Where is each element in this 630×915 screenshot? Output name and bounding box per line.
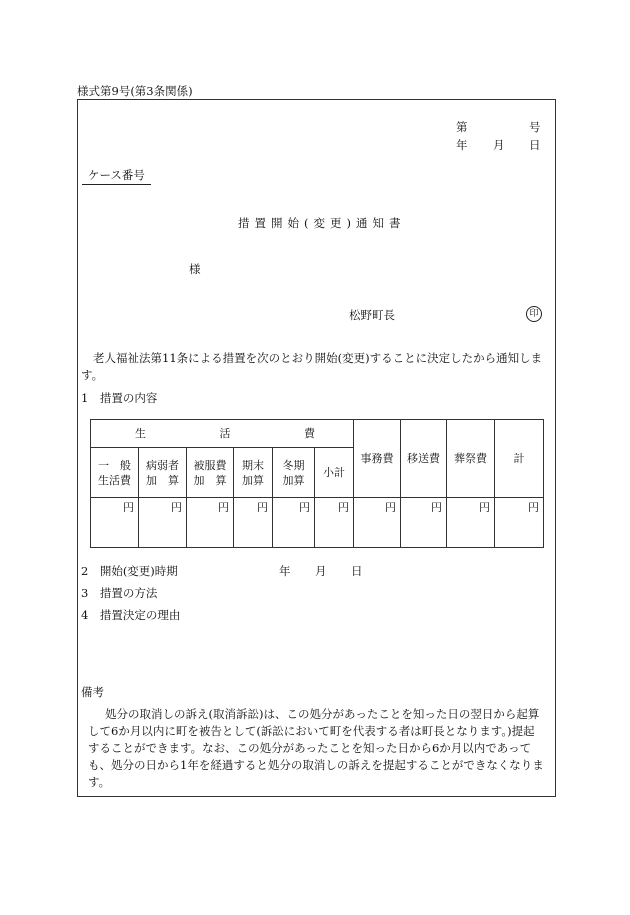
date-year: 年 (456, 138, 468, 152)
remarks-text: 処分の取消しの訴え(取消訴訟)は、この処分があったことを知った日の翌日から起算して6か月以内に町を被告として(訴訟において町を代表する者は町長となります。)提起することができます。なお、この処分があったことを知った日から6か月以内であっても、処分の日から1年を経過すると処分の取消しの訴えを提起することができなくなります。 (88, 707, 544, 789)
table-header-row (91, 420, 544, 448)
remarks-label: 備考 (81, 685, 104, 699)
notice-body-text: 老人福祉法第11条による措置を次のとおり開始(変更)することに決定したから通知します。 (81, 351, 543, 382)
header-funeral-cost: 葬祭費 (447, 420, 495, 498)
subheader-general: 一 般 生活費 (91, 448, 139, 498)
subheader-term-end: 期末 加算 (234, 448, 273, 498)
section-4-label: 4 措置決定の理由 (81, 608, 181, 622)
seal-mark (526, 305, 542, 322)
subheader-subtotal: 小計 (315, 448, 354, 498)
header-transport-cost: 移送費 (401, 420, 447, 498)
amount-cell: 円 (401, 498, 447, 548)
cost-table (90, 419, 544, 548)
section-1-label: 1 措置の内容 (81, 391, 158, 405)
amount-cell: 円 (447, 498, 495, 548)
subheader-clothing: 被服費 加 算 (187, 448, 234, 498)
subheader-sick: 病弱者 加 算 (139, 448, 187, 498)
amount-cell: 円 (234, 498, 273, 548)
form-number: 様式第9号(第3条関係) (77, 84, 193, 98)
header-office-cost: 事務費 (354, 420, 401, 498)
date-month: 月 (493, 138, 505, 152)
amount-cell: 円 (315, 498, 354, 548)
number-dai: 第 (456, 120, 468, 134)
amount-cell: 円 (495, 498, 544, 548)
section-2-label: 2 開始(変更)時期 (81, 564, 178, 578)
living-cost-group-header: 生 活 費 (91, 420, 354, 448)
amount-cell: 円 (139, 498, 187, 548)
remarks-block (88, 706, 546, 791)
table-row (91, 498, 544, 548)
period-day: 日 (351, 564, 363, 578)
subheader-winter: 冬期 加算 (273, 448, 315, 498)
header-total: 計 (495, 420, 544, 498)
addressee-suffix: 様 (189, 262, 201, 276)
amount-cell: 円 (354, 498, 401, 548)
amount-cell: 円 (273, 498, 315, 548)
number-go: 号 (529, 120, 541, 134)
document-title: 措置開始(変更)通知書 (238, 216, 406, 230)
section-3-label: 3 措置の方法 (81, 586, 158, 600)
seal-icon: 印 (526, 306, 542, 322)
period-month: 月 (315, 564, 327, 578)
period-year: 年 (279, 564, 291, 578)
notice-body (81, 350, 553, 384)
case-number-label: ケース番号 (82, 167, 151, 185)
amount-cell: 円 (187, 498, 234, 548)
date-day: 日 (529, 138, 541, 152)
issuer-name: 松野町長 (349, 308, 395, 322)
amount-cell: 円 (91, 498, 139, 548)
